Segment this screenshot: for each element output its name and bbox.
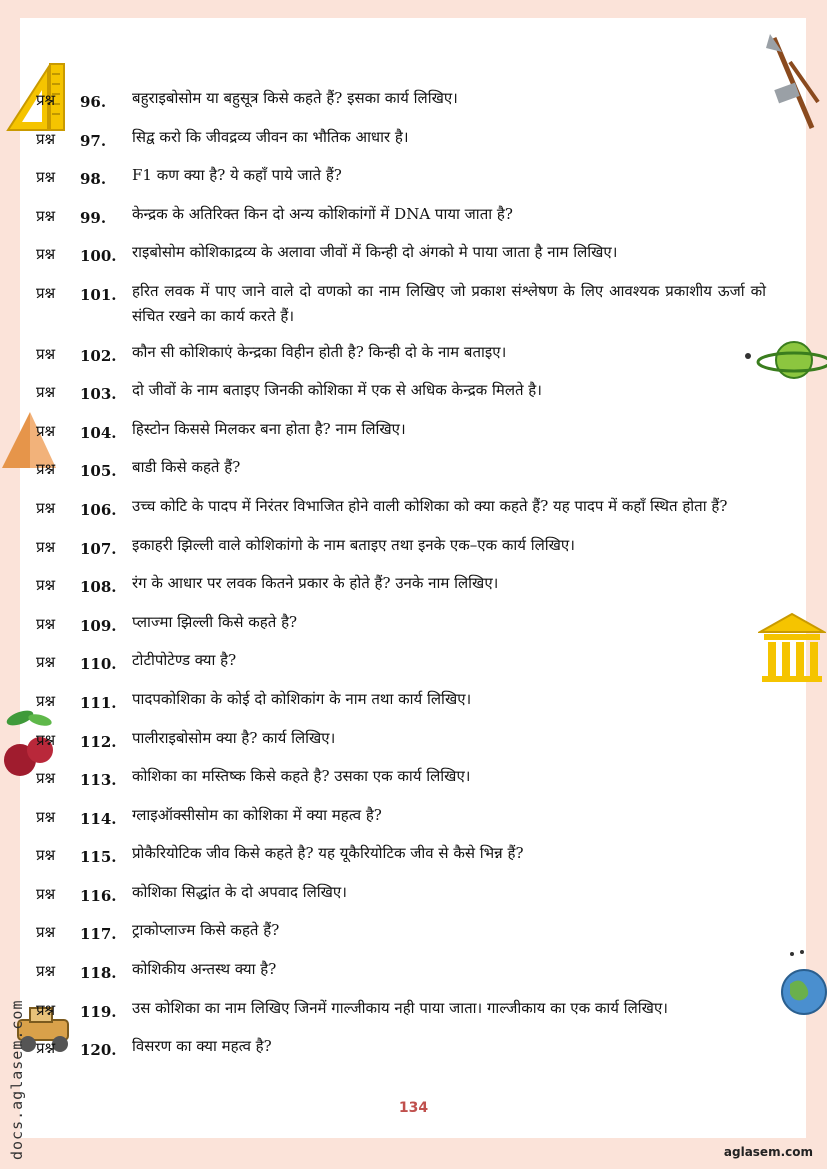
question-number: 112. [80, 732, 117, 751]
question-text: राइबोसोम कोशिकाद्रव्य के अलावा जीवों में किन्ही दो अंगको मे पाया जाता है नाम लिखिए। [132, 243, 618, 262]
question-number: 103. [80, 385, 117, 404]
question-label: प्रश्न [36, 962, 56, 981]
question-label: प्रश्न [36, 576, 56, 595]
question-item [36, 417, 766, 445]
question-label: प्रश्न [36, 421, 56, 440]
question-item [36, 803, 766, 831]
question-text: हिस्टोन किससे मिलकर बना होता है? नाम लिखिए। [132, 419, 406, 438]
question-item [36, 240, 766, 268]
question-label: प्रश्न [36, 923, 56, 942]
question-label: प्रश्न [36, 129, 56, 148]
question-number: 115. [80, 848, 117, 867]
question-text: विसरण का क्या महत्व है? [132, 1037, 272, 1056]
temple-icon [758, 612, 826, 684]
question-text: ग्लाइऑक्सीसोम का कोशिका में क्या महत्व है? [132, 805, 382, 824]
question-item [36, 279, 766, 329]
question-list [36, 86, 766, 1073]
question-text: प्लाज्मा झिल्ली किसे कहते है? [132, 612, 298, 631]
question-number: 118. [80, 964, 117, 983]
question-label: प्रश्न [36, 168, 56, 187]
question-text: पादपकोशिका के कोई दो कोशिकांग के नाम तथा कार्य लिखिए। [132, 689, 472, 708]
question-item [36, 1034, 766, 1062]
question-text: इकाहरी झिल्ली वाले कोशिकांगो के नाम बताइए तथा इनके एक–एक कार्य लिखिए। [132, 535, 575, 554]
page-number: 134 [398, 1100, 429, 1116]
question-label: प्रश्न [36, 614, 56, 633]
tools-icon [760, 32, 824, 132]
question-label: प्रश्न [36, 91, 56, 109]
question-item [36, 957, 766, 985]
question-text: कोशिका सिद्धांत के दो अपवाद लिखिए। [132, 882, 347, 901]
question-text: F1 कण क्या है? ये कहाँ पाये जाते हैं? [132, 166, 342, 185]
question-text: केन्द्रक के अतिरिक्त किन दो अन्य कोशिकांगों में DNA पाया जाता है? [132, 204, 513, 223]
question-number: 117. [80, 925, 117, 944]
question-item [36, 880, 766, 908]
question-number: 105. [80, 462, 117, 481]
question-label: प्रश्न [36, 245, 56, 264]
question-number: 116. [80, 886, 117, 905]
question-item [36, 340, 766, 368]
question-item [36, 764, 766, 792]
question-number: 99. [80, 208, 107, 227]
question-text: बहुराइबोसोम या बहुसूत्र किसे कहते हैं? इसका कार्य लिखिए। [132, 89, 458, 107]
question-item [36, 841, 766, 869]
question-text: प्रोकैरियोटिक जीव किसे कहते है? यह यूकैरियोटिक जीव से कैसे भिन्न हैं? [132, 844, 524, 863]
question-item [36, 125, 766, 153]
question-number: 98. [80, 170, 107, 189]
question-number: 119. [80, 1002, 117, 1021]
question-label: प्रश्न [36, 653, 56, 672]
question-item [36, 455, 766, 483]
question-number: 111. [80, 693, 117, 712]
question-text: सिद्व करो कि जीवद्रव्य जीवन का भौतिक आधार है। [132, 127, 409, 146]
question-item [36, 996, 766, 1024]
question-label: प्रश्न [36, 460, 56, 479]
question-item [36, 610, 766, 638]
globe-icon [776, 948, 827, 1020]
question-text: टोटीपोटेण्ड क्या है? [132, 651, 237, 670]
question-item [36, 533, 766, 561]
question-number: 100. [80, 247, 117, 266]
question-label: प्रश्न [36, 206, 56, 225]
question-text: कोशिकीय अन्तस्थ क्या है? [132, 960, 277, 979]
question-item [36, 571, 766, 599]
question-label: प्रश्न [36, 498, 56, 517]
question-item [36, 687, 766, 715]
question-number: 96. [80, 93, 107, 111]
question-label: प्रश्न [36, 1000, 56, 1019]
question-text: उस कोशिका का नाम लिखिए जिनमें गाल्जीकाय नही पाया जाता। गाल्जीकाय का एक कार्य लिखिए। [132, 998, 668, 1017]
question-label: प्रश्न [36, 730, 56, 749]
watermark-text: docs.aglasem.com [8, 999, 26, 1160]
question-text: पालीराइबोसोम क्या है? कार्य लिखिए। [132, 728, 336, 747]
question-item [36, 918, 766, 946]
question-text: ट्राकोप्लाज्म किसे कहते हैं? [132, 921, 280, 940]
question-text: कौन सी कोशिकाएं केन्द्रका विहीन होती है? किन्ही दो के नाम बताइए। [132, 342, 507, 361]
question-number: 101. [80, 285, 117, 304]
question-label: प्रश्न [36, 884, 56, 903]
question-text: रंग के आधार पर लवक कितने प्रकार के होते हैं? उनके नाम लिखिए। [132, 574, 499, 593]
question-text: बाडी किसे कहते हैं? [132, 458, 241, 477]
question-item [36, 726, 766, 754]
site-name[interactable]: aglasem.com [723, 1145, 813, 1159]
question-label: प्रश्न [36, 1039, 56, 1058]
question-number: 108. [80, 578, 117, 597]
question-item [36, 648, 766, 676]
question-item [36, 86, 766, 114]
question-label: प्रश्न [36, 691, 56, 710]
question-text: उच्च कोटि के पादप में निरंतर विभाजित होने वाली कोशिका को क्या कहते हैं? यह पादप में कहाँ स्थित होता हैं? [132, 496, 728, 515]
question-item [36, 163, 766, 191]
question-number: 120. [80, 1041, 117, 1060]
question-label: प्रश्न [36, 383, 56, 402]
question-number: 109. [80, 616, 117, 635]
question-label: प्रश्न [36, 769, 56, 788]
question-number: 113. [80, 771, 117, 790]
question-label: प्रश्न [36, 283, 56, 302]
question-label: प्रश्न [36, 846, 56, 865]
question-number: 102. [80, 346, 117, 365]
question-text: हरित लवक में पाए जाने वाले दो वणको का नाम लिखिए जो प्रकाश संश्लेषण के लिए आवश्यक प्रकाशीय ऊर्जा को संचित रखने का कार्य करते हैं। [132, 281, 766, 325]
question-item [36, 494, 766, 522]
question-number: 97. [80, 131, 107, 150]
question-text: कोशिका का मस्तिष्क किसे कहते है? उसका एक कार्य लिखिए। [132, 767, 471, 786]
question-number: 114. [80, 809, 117, 828]
question-label: प्रश्न [36, 807, 56, 826]
question-number: 106. [80, 500, 117, 519]
question-item [36, 378, 766, 406]
question-label: प्रश्न [36, 344, 56, 363]
question-number: 107. [80, 539, 117, 558]
question-number: 110. [80, 655, 117, 674]
question-label: प्रश्न [36, 537, 56, 556]
question-number: 104. [80, 423, 117, 442]
question-text: दो जीवों के नाम बताइए जिनकी कोशिका में एक से अधिक केन्द्रक मिलते है। [132, 381, 542, 400]
question-item [36, 202, 766, 230]
